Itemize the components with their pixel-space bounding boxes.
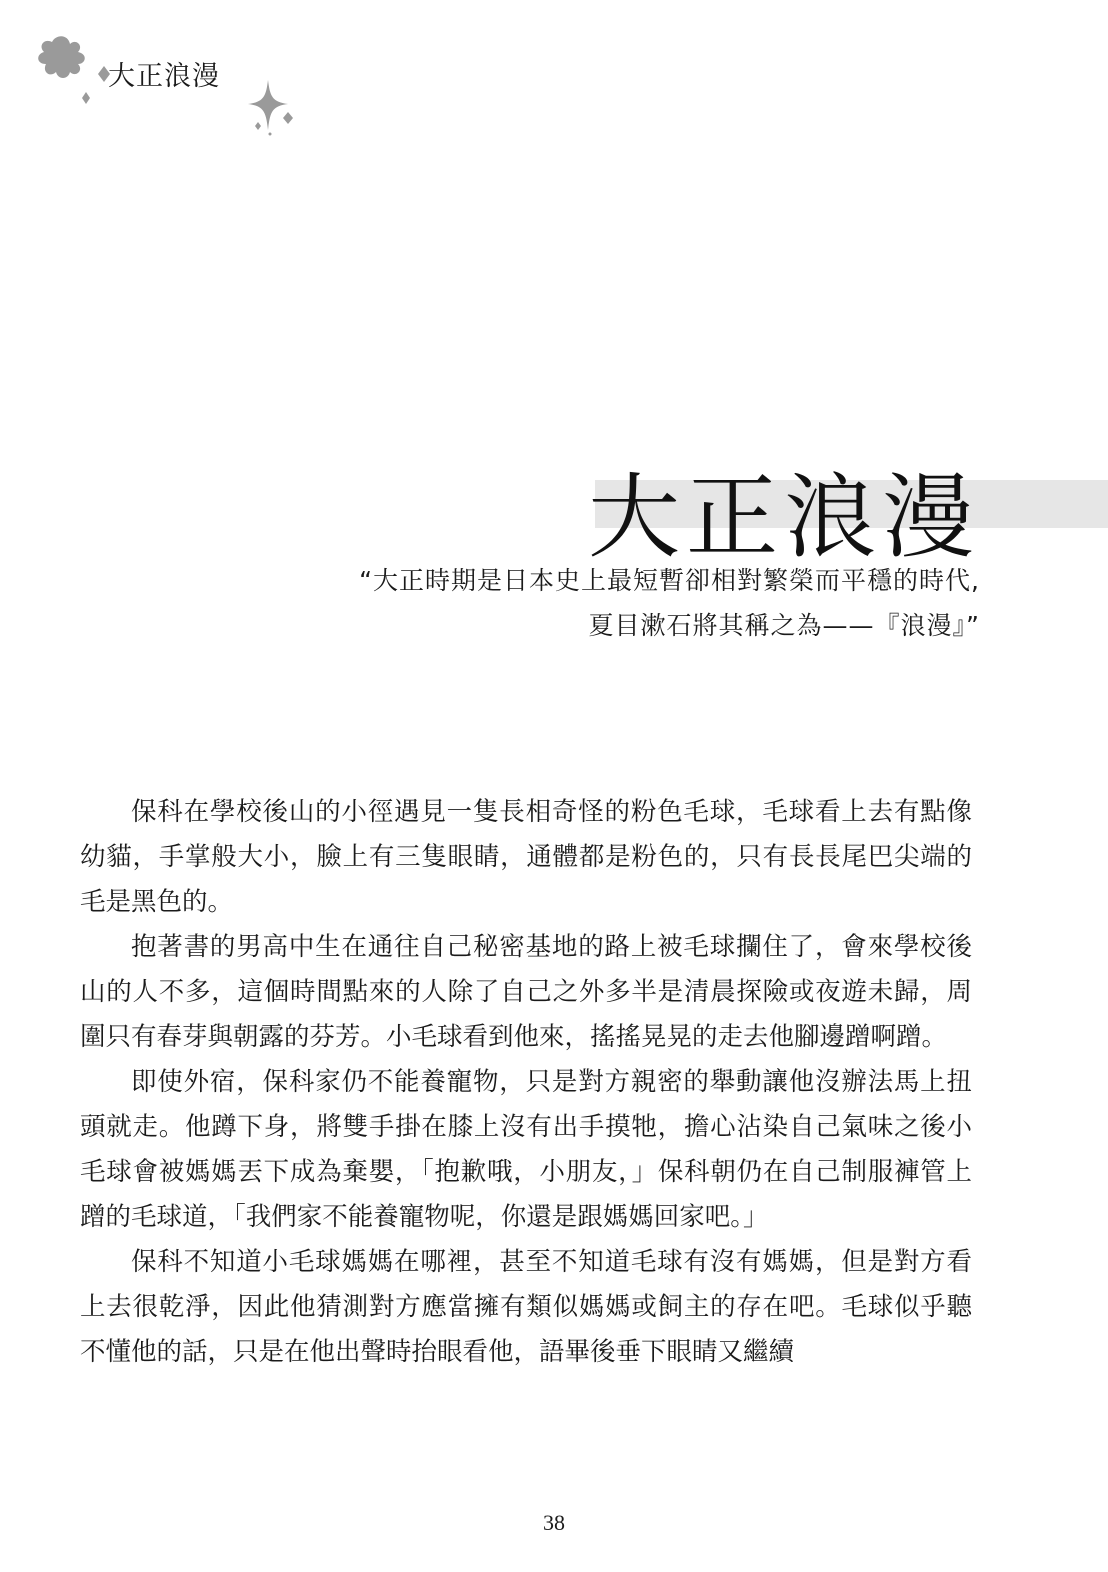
body-text bbox=[80, 790, 972, 1375]
chapter-title: 大正浪漫 bbox=[587, 463, 980, 571]
epigraph-line-2: 夏目漱石將其稱之為——『浪漫』” bbox=[588, 611, 980, 640]
paragraph-4: 保科不知道小毛球媽媽在哪裡，甚至不知道毛球有沒有媽媽，但是對方看上去很乾淨，因此他猜測對方應當擁有類似媽媽或飼主的存在吧。毛球似乎聽不懂他的話，只是在他出聲時抬眼看他，語畢後垂下眼睛又繼續 bbox=[80, 1247, 972, 1367]
flower-blob bbox=[38, 36, 85, 78]
running-header-title: 大正浪漫 bbox=[108, 61, 220, 92]
page-number: 38 bbox=[543, 1510, 565, 1535]
sparkle-large bbox=[248, 80, 288, 130]
sparkle-small-4 bbox=[283, 112, 293, 124]
paragraph-2: 抱著書的男高中生在通往自己秘密基地的路上被毛球攔住了，會來學校後山的人不多，這個時間點來的人除了自己之外多半是清晨探險或夜遊未歸，周圍只有春芽與朝露的芬芳。小毛球看到他來，搖搖晃晃的走去他腳邊蹭啊蹭。 bbox=[80, 932, 972, 1052]
sparkle-small-2 bbox=[82, 92, 90, 104]
epigraph-line-1: “大正時期是日本史上最短暫卻相對繁榮而平穩的時代, bbox=[359, 566, 980, 595]
sparkle-dot bbox=[269, 133, 272, 136]
paragraph-1: 保科在學校後山的小徑遇見一隻長相奇怪的粉色毛球，毛球看上去有點像幼貓，手掌般大小，臉上有三隻眼睛，通體都是粉色的，只有長長尾巴尖端的毛是黑色的。 bbox=[80, 797, 972, 917]
sparkle-small-3 bbox=[255, 122, 261, 130]
paragraph-3: 即使外宿，保科家仍不能養寵物，只是對方親密的舉動讓他沒辦法馬上扭頭就走。他蹲下身，將雙手掛在膝上沒有出手摸牠，擔心沾染自己氣味之後小毛球會被媽媽丟下成為棄嬰，「抱歉哦，小朋友，」保科朝仍在自己制服褲管上蹭的毛球道，「我們家不能養寵物呢，你還是跟媽媽回家吧。」 bbox=[80, 1067, 972, 1232]
epigraph bbox=[180, 558, 980, 648]
